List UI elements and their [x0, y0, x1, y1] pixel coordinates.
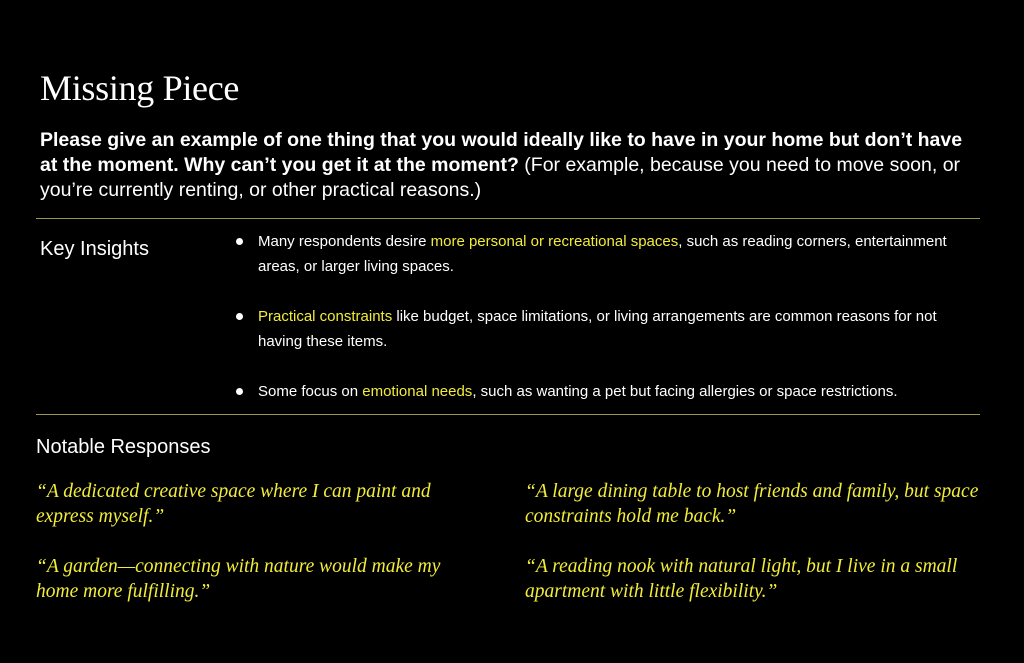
top-divider: [36, 218, 980, 219]
insight-highlight: more personal or recreational spaces: [430, 233, 679, 250]
insight-item: [236, 229, 980, 279]
notable-responses-label: Notable Responses: [36, 436, 211, 458]
insight-text: , such as reading corners, entertainment areas, or larger living spaces.: [258, 233, 947, 275]
insight-highlight: Practical constraints: [258, 308, 393, 325]
insight-text: like budget, space limitations, or living arrangements are common reasons for not having these items.: [258, 308, 937, 350]
key-insights-label: Key Insights: [40, 238, 149, 260]
bottom-divider: [36, 414, 980, 415]
insight-item: [236, 379, 980, 404]
notable-quote: “A large dining table to host friends and family, but space constraints hold me back.”: [525, 481, 979, 527]
insight-highlight: emotional needs: [362, 383, 473, 400]
notable-quote: “A reading nook with natural light, but I live in a small apartment with little flexibility.”: [525, 556, 958, 602]
bullet-icon: [236, 238, 243, 245]
key-insights-list: [236, 229, 980, 404]
notable-quote: “A dedicated creative space where I can paint and express myself.”: [36, 481, 431, 527]
bullet-icon: [236, 313, 243, 320]
insight-text: Many respondents desire: [258, 233, 431, 250]
survey-question: [40, 128, 980, 203]
bullet-icon: [236, 388, 243, 395]
page-title: Missing Piece: [40, 68, 240, 108]
insight-text: , such as wanting a pet but facing allergies or space restrictions.: [472, 383, 898, 400]
notable-quote: “A garden—connecting with nature would make my home more fulfilling.”: [36, 556, 441, 602]
insight-text: Some focus on: [258, 383, 363, 400]
question-bold-text: Please give an example of one thing that you would ideally like to have in your home but don’t have at the moment. Why can’t you get it at the moment?: [40, 129, 963, 176]
insight-item: [236, 304, 980, 354]
question-example-text: (For example, because you need to move soon, or you’re currently renting, or other practical reasons.): [40, 154, 961, 201]
